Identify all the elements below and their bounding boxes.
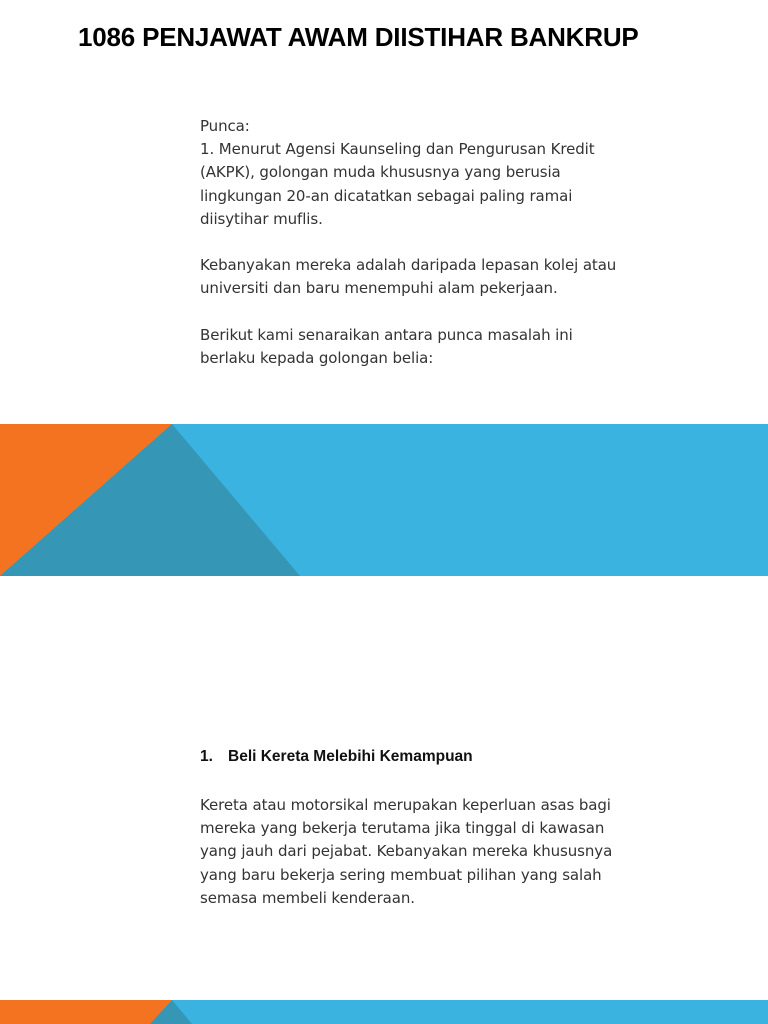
decorative-bottom-band — [0, 1000, 768, 1024]
paragraph-1: Kereta atau motorsikal merupakan keperluan asas bagi mereka yang bekerja terutama jika tinggal di kawasan yang jauh dari pejabat. Kebanyakan mereka khususnya yang baru bekerja sering membuat pilihan yang salah semasa membeli kenderaan. — [200, 796, 613, 907]
heading-text: Beli Kereta Melebihi Kemampuan — [228, 748, 473, 765]
orange-triangle-bottom — [0, 1000, 172, 1024]
heading-number: 1. — [200, 748, 213, 765]
punca-label: Punca: — [200, 117, 250, 135]
slide-2-body — [200, 794, 620, 910]
slide-title: 1086 PENJAWAT AWAM DIISTIHAR BANKRUP — [78, 22, 639, 52]
paragraph-3: Berikut kami senaraikan antara punca masalah ini berlaku kepada golongan belia: — [200, 325, 573, 367]
slide-1 — [0, 0, 768, 424]
slide-2 — [0, 576, 768, 1000]
section-heading — [200, 748, 473, 766]
slide-body — [200, 115, 620, 370]
paragraph-2: Kebanyakan mereka adalah daripada lepasan kolej atau universiti dan baru menempuhi alam pekerjaan. — [200, 256, 617, 298]
point-1-text: 1. Menurut Agensi Kaunseling dan Pengurusan Kredit (AKPK), golongan muda khususnya yang berusia lingkungan 20-an dicatatkan sebagai paling ramai diisytihar muflis. — [200, 140, 595, 228]
decorative-footer-band — [0, 424, 768, 576]
